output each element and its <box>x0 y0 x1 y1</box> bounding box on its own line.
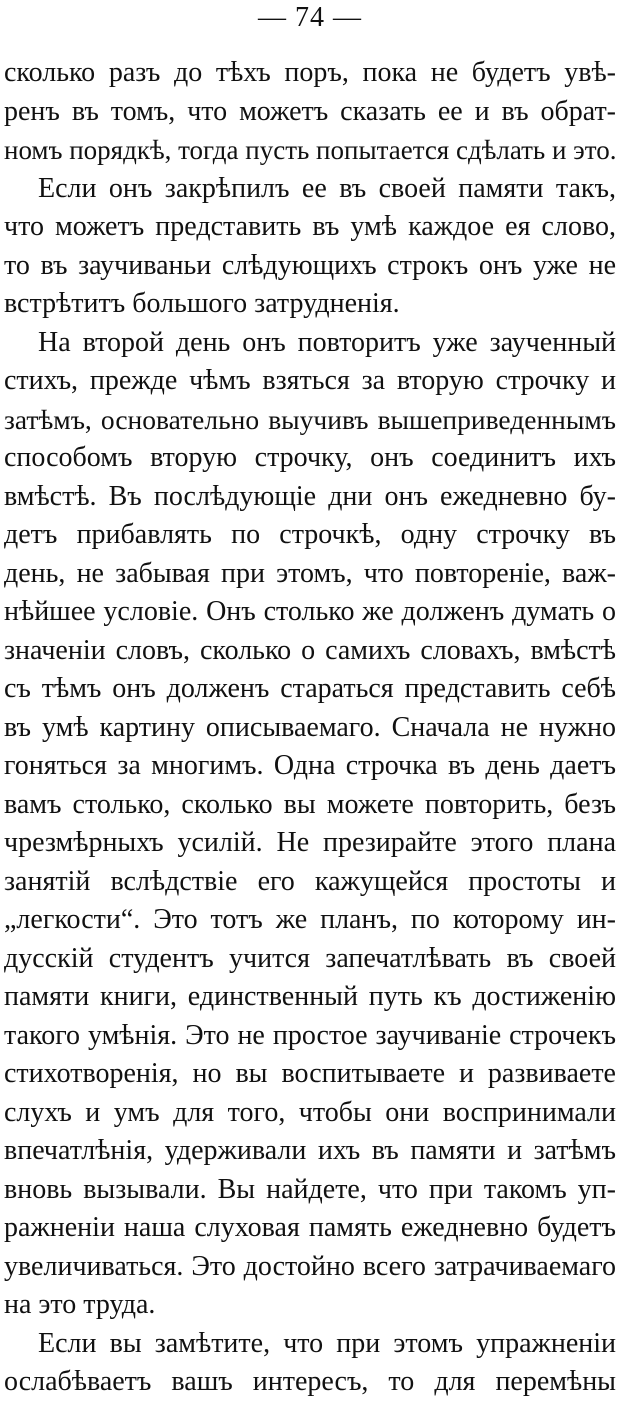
text-line: встрѣтитъ большого затрудненія. <box>4 288 400 319</box>
text-line: такого умѣнія. Это не простое заучиваніе строчекъ <box>4 1019 616 1051</box>
text-line: способомъ вторую строчку, онъ соединитъ ихъ <box>4 442 616 473</box>
text-line: увеличиваться. Это достойно всего затрачиваемаго <box>4 1250 616 1282</box>
text-line: стихъ, прежде чѣмъ взяться за вторую строчку и <box>4 365 616 396</box>
text-line: ренъ въ томъ, что можетъ сказать ее и въ обрат- <box>4 95 616 127</box>
text-line: слухъ и умъ для того, чтобы они воспринимали <box>4 1096 616 1128</box>
text-line: ослабѣваетъ вашъ интересъ, то для перемѣны <box>4 1366 616 1397</box>
text-line: вамъ столько, сколько вы можете повторить, безъ <box>4 788 616 820</box>
text-line: памяти книги, единственный путь къ достиженію <box>4 981 616 1012</box>
text-line: „легкости“. Это тотъ же планъ, по которому ин- <box>4 904 616 935</box>
text-line: впечатлѣнія, удерживали ихъ въ памяти и затѣмъ <box>4 1135 616 1166</box>
text-line: на это труда. <box>4 1289 156 1320</box>
text-line: ражненіи наша слуховая память ежедневно будетъ <box>4 1212 616 1243</box>
text-line: сколько разъ до тѣхъ поръ, пока не будетъ увѣ- <box>4 57 616 88</box>
text-line: занятій вслѣдствіе его кажущейся простоты и <box>4 865 616 897</box>
text-line: стихотворенія, но вы воспитываете и развиваете <box>4 1058 616 1089</box>
text-line: что можетъ представить въ умѣ каждое ея слово, <box>4 211 616 242</box>
text-line: затѣмъ, основательно выучивъ вышеприведеннымъ <box>4 403 616 435</box>
page-number: — 74 — <box>258 2 362 33</box>
text-line: день, не забывая при этомъ, что повтореніе, важ- <box>4 557 616 589</box>
text-line: вмѣстѣ. Въ послѣдующіе дни онъ ежедневно бу- <box>4 480 616 512</box>
text-line: значеніи словъ, сколько о самихъ словахъ, вмѣстѣ <box>4 634 616 666</box>
text-line: то въ заучиваньи слѣдующихъ строкъ онъ уже не <box>4 249 616 281</box>
text-line: На второй день онъ повторитъ уже заученный <box>38 326 616 358</box>
text-line: Если онъ закрѣпилъ ее въ своей памяти такъ, <box>38 172 616 204</box>
text-line: номъ порядкѣ, тогда пусть попытается сдѣлать и это. <box>4 135 616 165</box>
text-line: гоняться за многимъ. Одна строчка въ день даетъ <box>4 750 616 781</box>
text-line: нѣйшее условіе. Онъ столько же долженъ думать о <box>4 596 616 627</box>
text-line: въ умѣ картину описываемаго. Сначала не нужно <box>4 711 616 743</box>
body-text <box>4 54 616 1402</box>
text-line: вновь вызывали. Вы найдете, что при такомъ уп- <box>4 1173 616 1205</box>
text-line: Если вы замѣтите, что при этомъ упражненіи <box>38 1327 616 1359</box>
text-line: дусскій студентъ учится запечатлѣвать въ своей <box>4 942 616 974</box>
text-line: детъ прибавлять по строчкѣ, одну строчку въ <box>4 519 616 550</box>
text-line: съ тѣмъ онъ долженъ стараться представить себѣ <box>4 673 616 704</box>
text-line: чрезмѣрныхъ усилій. Не презирайте этого плана <box>4 827 616 858</box>
